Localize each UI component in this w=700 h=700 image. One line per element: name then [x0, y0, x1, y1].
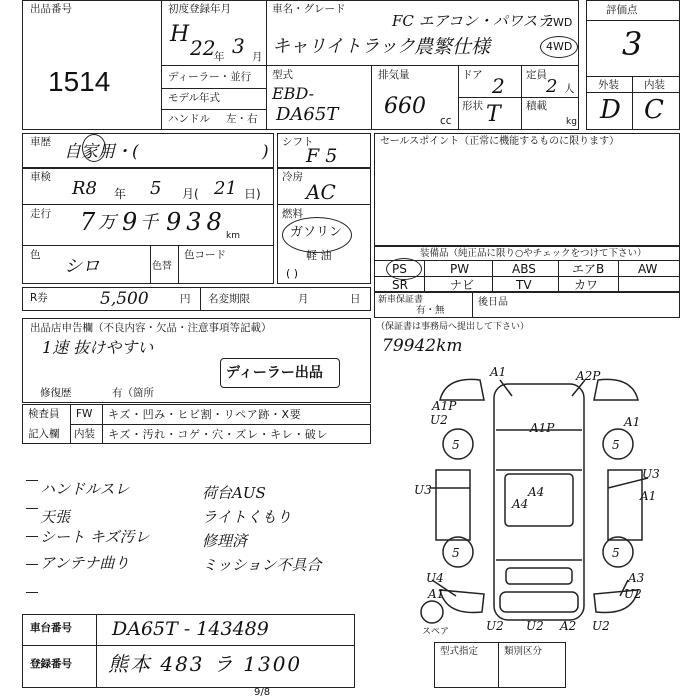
- inspection-month-unit: 月(: [182, 187, 199, 201]
- registration-month: 3: [232, 34, 245, 58]
- history-box: [22, 133, 274, 168]
- equipment-label: 装備品（純正品に限り○やチェックをつけて下さい）: [420, 248, 647, 259]
- inspection-day: 21: [214, 178, 237, 199]
- right-front-panel: [594, 590, 638, 613]
- remark-left-1: ハンドルスレ: [40, 480, 130, 498]
- manual-label: 後日品: [478, 297, 508, 308]
- mileage-man-unit: 万: [98, 212, 116, 233]
- recycle-box: [22, 287, 371, 311]
- equip-sr: SR: [392, 278, 408, 292]
- history-value: 自家用・(: [64, 142, 139, 162]
- mark-rear-left-upper: A1P: [432, 399, 457, 413]
- interior-grade: C: [644, 95, 664, 125]
- plate-value: 熊本 483 ラ 1300: [108, 652, 303, 676]
- left-side: [436, 470, 470, 540]
- mark-roof: A1P: [530, 421, 555, 435]
- ps-circle: [386, 258, 422, 280]
- checker-line1: キズ・凹み・ヒビ割・リペア跡・X要: [108, 408, 302, 421]
- fuel-paren: ( ): [286, 267, 299, 280]
- capacity-label: 定員: [526, 69, 547, 81]
- checker-fw: FW: [76, 408, 93, 420]
- warranty-value: 有・無: [416, 305, 445, 316]
- model-prefix: EBD-: [272, 84, 314, 103]
- lot-box: [22, 0, 162, 130]
- inspection-month: 5: [150, 178, 162, 199]
- mark-rear-left-lower: U2: [430, 413, 448, 427]
- mileage-man: 7: [80, 208, 96, 236]
- right-rear-panel: [594, 379, 638, 400]
- model-year-label: モデル年式: [168, 92, 220, 104]
- mark-wheel-rr: 5: [612, 438, 620, 452]
- remark-right-1: 荷台AUS: [202, 484, 266, 502]
- lot-label: 出品番号: [30, 3, 72, 15]
- mark-front-right-1: A3: [628, 571, 645, 585]
- handle-options: 左・右: [226, 113, 258, 125]
- mark-wheel-rl: 5: [452, 438, 460, 452]
- evaluation-score: 3: [622, 25, 643, 63]
- mark-bed-2: A4: [512, 497, 529, 511]
- mark-wheel-fl: 5: [452, 546, 460, 560]
- color-code-label: 色コード: [184, 249, 226, 261]
- spare-tire: [421, 601, 443, 623]
- mark-right-side-2: A1: [640, 489, 657, 503]
- recycle-unit: 円: [180, 293, 191, 305]
- mark-left-side: U3: [414, 483, 432, 497]
- fuel-label: 燃料: [282, 208, 303, 220]
- drive-4wd: 4WD: [546, 40, 573, 53]
- mileage-label: 走行: [30, 208, 51, 220]
- equip-ps: PS: [392, 262, 407, 276]
- remark-left-3: シート キズ汚レ: [40, 528, 150, 546]
- mark-right-side-1: U3: [642, 467, 660, 481]
- warranty-note: （保証書は事務局へ提出して下さい）: [376, 322, 530, 332]
- inspection-day-unit: 日): [244, 187, 261, 201]
- mark-front-left: U4: [426, 571, 444, 585]
- inspection-year-unit: 年: [114, 187, 127, 201]
- left-rear-panel: [440, 379, 484, 400]
- page-mark: 9/8: [254, 687, 271, 698]
- shift-label: シフト: [282, 136, 314, 148]
- wheel-front-right: [603, 537, 633, 567]
- checker-line2: キズ・汚れ・コゲ・穴・ズレ・キレ・破レ: [108, 428, 329, 441]
- mileage-unit: km: [226, 231, 240, 241]
- registration-label: 初度登録年月: [168, 3, 231, 15]
- mark-wheel-fr: 5: [612, 546, 620, 560]
- capacity-value: 2: [546, 76, 558, 97]
- odometer-note: 79942km: [382, 336, 463, 356]
- recycle-label: R券: [30, 292, 48, 304]
- sales-point-label: セールスポイント（正常に機能するものに限ります）: [380, 136, 620, 147]
- equip-navi: ナビ: [450, 278, 475, 292]
- car-name: キャリイトラック: [272, 36, 416, 57]
- remark-right-3: 修理済: [202, 532, 248, 550]
- mileage-sen: 9: [122, 208, 138, 236]
- displacement-unit: cc: [440, 115, 452, 127]
- cargo-bed: [505, 474, 573, 526]
- mark-front-right-2: U2: [624, 587, 642, 601]
- remark-right-4: ミッション不具合: [202, 556, 322, 574]
- color-label: 色: [30, 249, 41, 261]
- wheel-front-left: [443, 537, 473, 567]
- dealer-stamp: ディーラー出品: [226, 365, 323, 381]
- remark-left-2: 天張: [40, 508, 71, 526]
- front-grille: [506, 568, 572, 584]
- color-value: シロ: [64, 256, 100, 277]
- mark-front-bumper-3: A2: [560, 619, 577, 633]
- registration-era: H: [170, 22, 190, 47]
- shape-value: T: [486, 102, 501, 127]
- model-code: DA65T: [276, 104, 339, 125]
- remark-left-4: アンテナ曲り: [40, 554, 130, 572]
- cooling-label: 冷房: [282, 171, 303, 183]
- lot-number: 1514: [48, 66, 111, 97]
- fuel-gas-circle: [282, 217, 352, 253]
- mark-rear-bumper: A1: [490, 365, 507, 379]
- evaluation-label: 評価点: [606, 4, 638, 16]
- exterior-label: 外装: [598, 79, 619, 91]
- model-label: 型式: [272, 69, 293, 81]
- class-label: 類別区分: [504, 646, 543, 657]
- loading-unit: kg: [566, 117, 577, 127]
- doors-label: ドア: [462, 69, 483, 81]
- registration-year-unit: 年: [214, 51, 225, 63]
- drive-2wd: 2WD: [546, 16, 573, 29]
- mark-bed-1: A4: [528, 485, 545, 499]
- equip-airbag: エアB: [572, 262, 605, 276]
- front-bumper: [500, 592, 578, 612]
- fuel-gas: ガソリン: [290, 225, 343, 240]
- plate-label: 登録番号: [30, 658, 72, 670]
- car-name-label: 車名・グレード: [272, 3, 346, 15]
- exterior-grade: D: [600, 95, 621, 125]
- wheel-rear-left: [443, 429, 473, 459]
- vehicle-body: [494, 384, 584, 620]
- inspection-label: 車検: [30, 171, 51, 183]
- mark-rear-right: A1: [624, 415, 641, 429]
- right-side: [608, 470, 642, 540]
- report-label: 出品店申告欄（不良内容・欠品・注意事項等記載）: [30, 322, 272, 334]
- repair-value: 有（箇所: [112, 387, 154, 399]
- color-box: [22, 245, 274, 284]
- capacity-unit: 人: [564, 83, 575, 95]
- sales-point-box: [374, 133, 680, 246]
- mark-front-bumper-4: U2: [592, 619, 610, 633]
- repair-label: 修復歴: [40, 387, 72, 399]
- spare-label: スペア: [422, 627, 450, 637]
- chassis-value: DA65T - 143489: [112, 618, 269, 640]
- remark-right-2: ライトくもり: [202, 508, 292, 526]
- checker-interior: 内装: [74, 428, 95, 440]
- change-day: 日: [350, 293, 361, 305]
- mark-tailgate: A2P: [576, 369, 601, 383]
- displacement-value: 660: [384, 94, 426, 119]
- chassis-label: 車台番号: [30, 622, 72, 634]
- left-front-panel: [440, 590, 484, 613]
- fuel-diesel: 軽 油: [306, 249, 332, 262]
- mileage-rest: 938: [166, 208, 227, 236]
- shape-label: 形状: [462, 100, 483, 112]
- inspection-year: R8: [72, 178, 98, 199]
- entry-label: 記入欄: [28, 428, 60, 440]
- handle-label: ハンドル: [168, 113, 210, 125]
- registration-year: 22: [190, 36, 216, 60]
- car-grade: FC エアコン・パワステ: [392, 12, 553, 30]
- type-spec-label: 型式指定: [440, 646, 479, 657]
- change-month: 月: [298, 293, 309, 305]
- mark-spare: A1: [428, 587, 445, 601]
- mark-front-bumper-2: U2: [526, 619, 544, 633]
- doors-value: 2: [492, 74, 505, 98]
- report-note: 1速 抜けやすい: [42, 338, 154, 357]
- history-label: 車歴: [30, 136, 51, 148]
- car-grade2: 農繁仕様: [414, 36, 491, 58]
- cooling-value: AC: [306, 180, 336, 204]
- equip-leather: カワ: [574, 278, 599, 292]
- dealer-label: ディーラー・並行: [168, 71, 252, 83]
- checker-label: 検査員: [28, 408, 60, 420]
- color-change-label: 色替: [152, 261, 172, 272]
- warranty-label: 新車保証書: [378, 295, 424, 305]
- shift-value: F 5: [306, 145, 338, 167]
- loading-label: 積載: [526, 100, 547, 112]
- wheel-rear-right: [603, 429, 633, 459]
- mark-front-bumper-1: U2: [486, 619, 504, 633]
- recycle-value: 5,500: [100, 289, 149, 309]
- history-circle: [82, 134, 106, 162]
- history-close: ): [262, 142, 269, 162]
- equip-pw: PW: [450, 262, 470, 276]
- equip-aw: AW: [638, 262, 658, 276]
- equip-abs: ABS: [512, 262, 536, 276]
- mileage-sen-unit: 千: [140, 212, 158, 233]
- registration-month-unit: 月: [252, 51, 263, 63]
- displacement-label: 排気量: [378, 69, 410, 81]
- change-deadline-label: 名変期限: [208, 293, 250, 305]
- interior-label: 内装: [644, 79, 665, 91]
- equip-tv: TV: [516, 278, 532, 292]
